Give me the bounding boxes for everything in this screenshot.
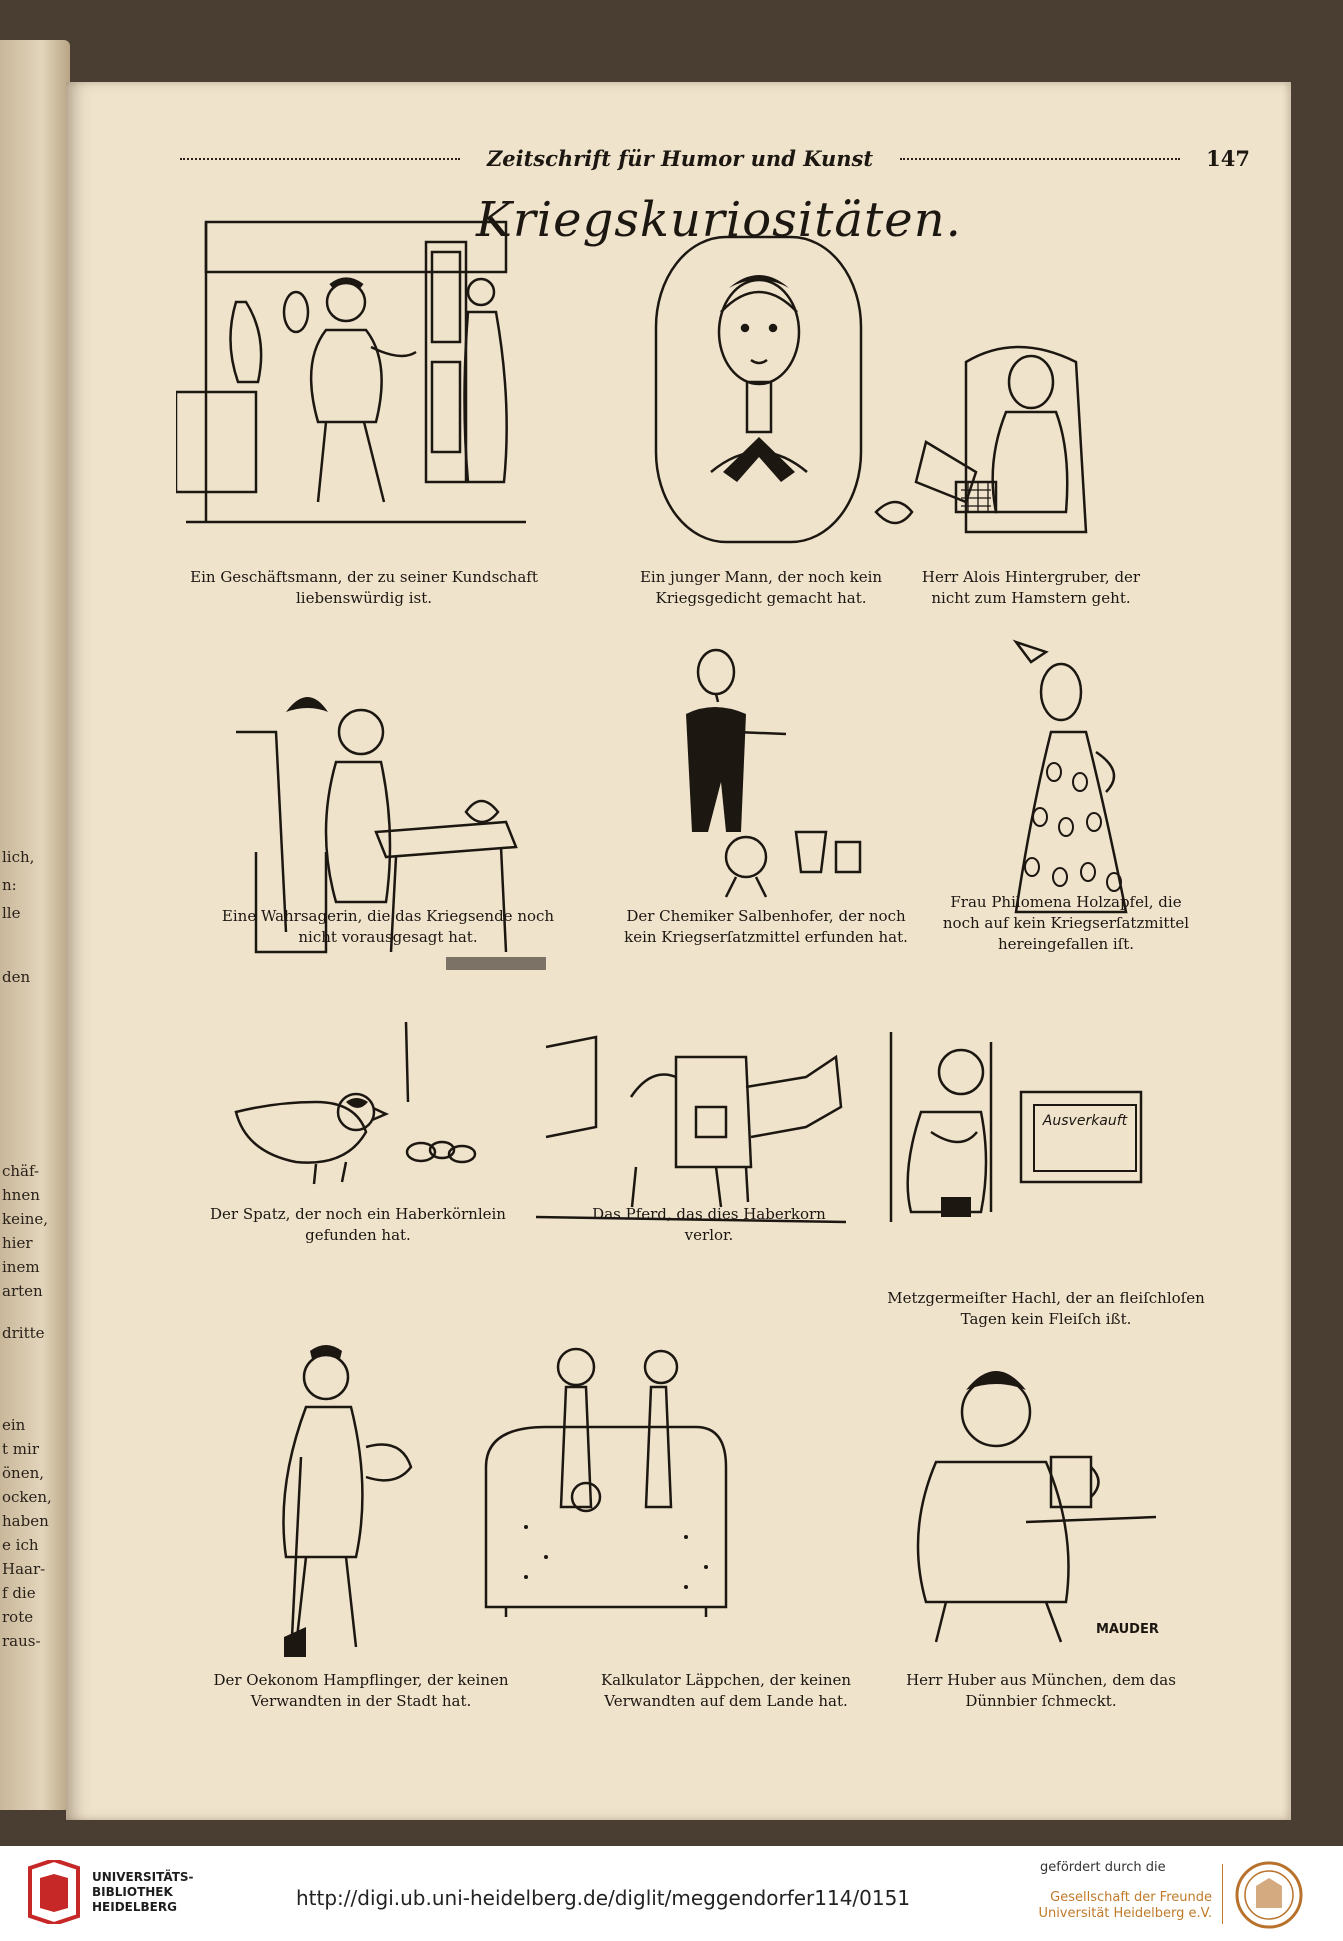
left-fragment: hnen bbox=[2, 1186, 40, 1204]
panel-caption: Herr Huber aus München, dem das Dünnbier ſchmeckt. bbox=[906, 1671, 1176, 1710]
young-man-drawing bbox=[651, 232, 866, 552]
left-fragment: ein bbox=[2, 1416, 26, 1434]
page-number: 147 bbox=[1206, 146, 1250, 171]
header-ornament-right bbox=[900, 158, 1180, 160]
panel-huber bbox=[826, 1332, 1186, 1652]
left-fragment: keine, bbox=[2, 1210, 49, 1228]
panel-young-man bbox=[651, 232, 866, 552]
panel-chemist bbox=[666, 642, 866, 902]
left-fragment: chäf- bbox=[2, 1162, 40, 1180]
header-title: Zeitschrift für Humor und Kunst bbox=[486, 146, 874, 171]
panel-caption: Das Pferd, das dies Haberkorn verlor. bbox=[592, 1205, 826, 1244]
left-fragment: hier bbox=[2, 1234, 33, 1252]
panel-butcher bbox=[881, 1032, 1181, 1222]
left-fragment: e ich bbox=[2, 1536, 39, 1554]
panel-caption: Der Oekonom Hampflinger, der keinen Verwandten in der Stadt hat. bbox=[213, 1671, 509, 1710]
left-fragment: raus- bbox=[2, 1632, 41, 1650]
panel-caption: Eine Wahrsagerin, die das Kriegsende noch nicht vorausgesagt hat. bbox=[221, 907, 555, 946]
panel-caption: Ein junger Mann, der noch kein Kriegsgedicht gemacht hat. bbox=[639, 568, 883, 607]
left-fragment: lich, bbox=[2, 848, 35, 866]
shopkeeper-drawing bbox=[176, 212, 536, 542]
sponsor-label: gefördert durch die bbox=[1040, 1860, 1166, 1875]
left-fragment: haben bbox=[2, 1512, 49, 1530]
sale-sign: Ausverkauft bbox=[1033, 1104, 1137, 1172]
armchair-man-drawing bbox=[856, 322, 1156, 552]
left-fragment: dritte bbox=[2, 1324, 45, 1342]
page-header bbox=[180, 146, 1250, 176]
viewer-footer bbox=[0, 1846, 1343, 1941]
chemist-drawing bbox=[666, 642, 866, 902]
left-page-edge bbox=[0, 40, 70, 1810]
panel-alois bbox=[856, 322, 1156, 552]
beer-drinker-drawing bbox=[826, 1332, 1186, 1652]
panel-laeppchen bbox=[466, 1327, 766, 1627]
left-fragment: ocken, bbox=[2, 1488, 52, 1506]
sponsor-name: Gesellschaft der Freunde Universität Heidelberg e.V. bbox=[1038, 1890, 1212, 1921]
panel-shopkeeper bbox=[176, 212, 536, 542]
left-fragment: rote bbox=[2, 1608, 34, 1626]
panel-horse bbox=[536, 1027, 896, 1227]
philomena-drawing bbox=[976, 632, 1156, 922]
left-fragment: n: bbox=[2, 876, 17, 894]
panel-caption: Der Chemiker Salbenhofer, der noch kein Kriegserſatzmittel erfunden hat. bbox=[624, 907, 908, 946]
sofa-drawing bbox=[466, 1327, 766, 1627]
horse-drawing bbox=[536, 1027, 896, 1227]
farmer-drawing bbox=[226, 1327, 456, 1667]
header-ornament-left bbox=[180, 158, 460, 160]
artist-signature: MAUDER bbox=[1096, 1622, 1159, 1637]
panel-caption: Der Spatz, der noch ein Haberkörnlein gefunden hat. bbox=[210, 1205, 506, 1244]
left-fragment: den bbox=[2, 968, 31, 986]
permalink-url[interactable]: http://digi.ub.uni-heidelberg.de/diglit/meggendorfer114/0151 bbox=[296, 1886, 911, 1910]
left-fragment: t mir bbox=[2, 1440, 39, 1458]
left-fragment: f die bbox=[2, 1584, 36, 1602]
left-fragment: lle bbox=[2, 904, 21, 922]
panel-caption: Metzgermeiſter Hachl, der an fleiſchloſen Tagen kein Fleiſch ißt. bbox=[887, 1289, 1205, 1328]
left-fragment: inem bbox=[2, 1258, 40, 1276]
left-fragment: Haar- bbox=[2, 1560, 46, 1578]
library-logo-icon bbox=[26, 1860, 82, 1924]
sponsor-divider bbox=[1222, 1864, 1223, 1924]
panel-caption: Kalkulator Läppchen, der keinen Verwandten auf dem Lande hat. bbox=[600, 1671, 852, 1710]
library-name: UNIVERSITÄTS- BIBLIOTHEK HEIDELBERG bbox=[92, 1870, 194, 1914]
panel-philomena bbox=[976, 632, 1156, 922]
magazine-page bbox=[66, 82, 1291, 1820]
panel-caption: Herr Alois Hintergruber, der nicht zum Hamstern geht. bbox=[921, 568, 1141, 607]
panel-caption: Ein Geschäftsmann, der zu seiner Kundschaft liebenswürdig ist. bbox=[190, 568, 538, 607]
panel-sparrow bbox=[206, 1022, 506, 1222]
left-fragment: arten bbox=[2, 1282, 43, 1300]
panel-caption: Frau Philomena Holzapfel, die noch auf kein Kriegserſatzmittel hereingefallen iſt. bbox=[942, 893, 1190, 953]
panel-hampflinger bbox=[226, 1327, 456, 1667]
main-title: Kriegskuriositäten. bbox=[476, 192, 962, 248]
university-seal-icon bbox=[1234, 1860, 1304, 1930]
left-fragment: önen, bbox=[2, 1464, 44, 1482]
sparrow-drawing bbox=[206, 1022, 506, 1222]
